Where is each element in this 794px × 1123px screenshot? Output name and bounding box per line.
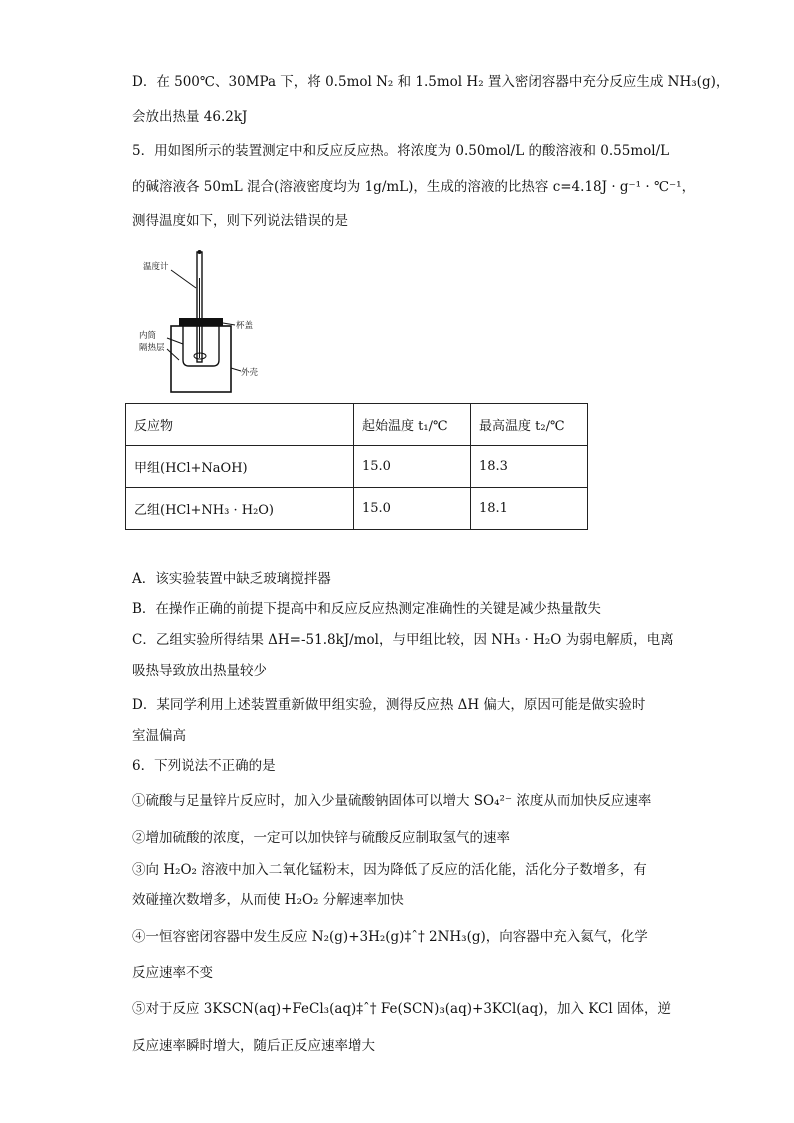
table-cell: 15.0	[354, 488, 471, 530]
label-inner-cup: 内筒	[139, 331, 157, 341]
table-cell: 15.0	[354, 446, 471, 488]
calorimeter-figure	[139, 248, 273, 396]
table-row	[126, 446, 588, 488]
option-d-prev-line1: D．在 500℃、30MPa 下，将 0.5mol N₂ 和 1.5mol H₂ 置入密闭容器中充分反应生成 NH₃(g)，	[132, 74, 730, 90]
option-b: B．在操作正确的前提下提高中和反应反应热测定准确性的关键是减少热量散失	[132, 601, 601, 617]
question-5-line2: 的碱溶液各 50mL 混合(溶液密度均为 1g/mL)，生成的溶液的比热容 c=4.18J · g⁻¹ · ℃⁻¹，	[132, 179, 696, 195]
option-c-line1: C．乙组实验所得结果 ΔH=-51.8kJ/mol，与甲组比较，因 NH₃ · H₂O 为弱电解质，电离	[132, 632, 674, 648]
statement-5-line1: ⑤对于反应 3KSCN(aq)+FeCl₃(aq)‡ˆ† Fe(SCN)₃(aq)+3KCl(aq)，加入 KCl 固体，逆	[132, 1001, 671, 1017]
table-cell: 乙组(HCl+NH₃ · H₂O)	[126, 488, 354, 530]
statement-4-line2: 反应速率不变	[132, 965, 213, 981]
temperature-table	[125, 403, 588, 530]
option-a: A．该实验装置中缺乏玻璃搅拌器	[132, 571, 331, 587]
table-header-cell: 最高温度 t₂/℃	[471, 404, 588, 446]
question-6-title: 6．下列说法不正确的是	[132, 758, 276, 774]
statement-3-line1: ③向 H₂O₂ 溶液中加入二氧化锰粉末，因为降低了反应的活化能，活化分子数增多，有	[132, 862, 647, 878]
table-header-row	[126, 404, 588, 446]
option-c-line2: 吸热导致放出热量较少	[132, 663, 267, 679]
table-row	[126, 488, 588, 530]
label-insulation: 隔热层	[139, 343, 165, 353]
label-thermometer: 温度计	[143, 262, 169, 272]
statement-3-line2: 效碰撞次数增多，从而使 H₂O₂ 分解速率加快	[132, 892, 404, 908]
option-d-prev-line2: 会放出热量 46.2kJ	[132, 109, 248, 125]
statement-1: ①硫酸与足量锌片反应时，加入少量硫酸钠固体可以增大 SO₄²⁻ 浓度从而加快反应速率	[132, 793, 652, 809]
table-header-cell: 反应物	[126, 404, 354, 446]
question-5-line3: 测得温度如下，则下列说法错误的是	[132, 213, 348, 229]
statement-2: ②增加硫酸的浓度，一定可以加快锌与硫酸反应制取氢气的速率	[132, 830, 510, 846]
option-d-line2: 室温偏高	[132, 728, 186, 744]
label-outer-shell: 外壳	[241, 368, 259, 378]
statement-5-line2: 反应速率瞬时增大，随后正反应速率增大	[132, 1038, 375, 1054]
question-5-line1: 5．用如图所示的装置测定中和反应反应热。将浓度为 0.50mol/L 的酸溶液和 0.55mol/L	[132, 143, 670, 159]
statement-4-line1: ④一恒容密闭容器中发生反应 N₂(g)+3H₂(g)‡ˆ† 2NH₃(g)，向容器中充入氦气，化学	[132, 929, 648, 945]
table-cell: 18.1	[471, 488, 588, 530]
table-cell: 甲组(HCl+NaOH)	[126, 446, 354, 488]
table-header-cell: 起始温度 t₁/℃	[354, 404, 471, 446]
label-lid: 杯盖	[236, 321, 254, 331]
option-d-line1: D．某同学利用上述装置重新做甲组实验，测得反应热 ΔH 偏大，原因可能是做实验时	[132, 697, 646, 713]
table-cell: 18.3	[471, 446, 588, 488]
